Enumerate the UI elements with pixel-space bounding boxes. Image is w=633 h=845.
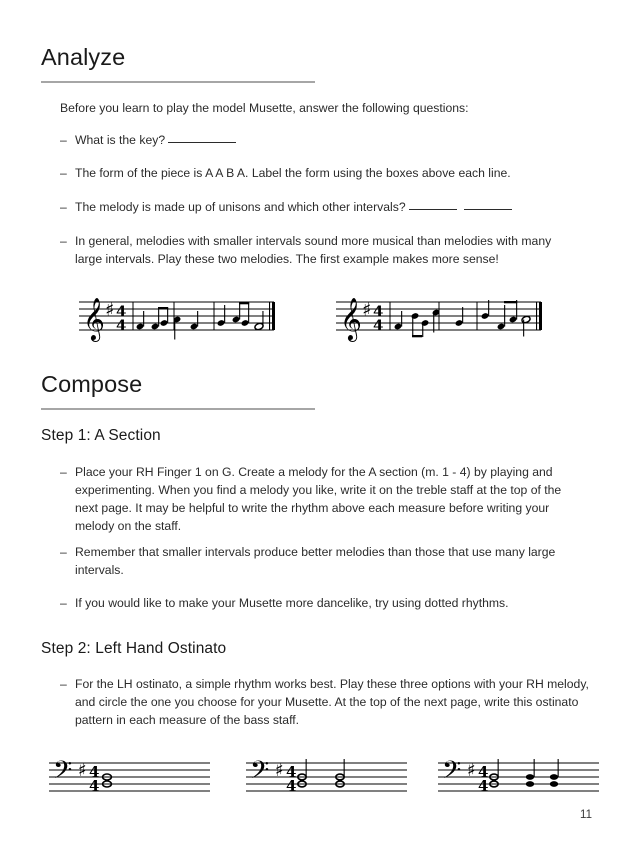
heading-rule — [41, 408, 315, 410]
bullet-dash: – — [60, 545, 67, 559]
page-number: 11 — [580, 809, 592, 821]
heading-rule — [41, 81, 315, 83]
svg-text:♯: ♯ — [362, 299, 372, 321]
svg-text:𝄢: 𝄢 — [250, 757, 270, 791]
list-item-form — [60, 165, 608, 183]
list-item-compare — [60, 233, 565, 269]
analyze-intro-text: Before you learn to play the model Musette, answer the following questions: — [60, 101, 469, 115]
section-heading-analyze — [41, 45, 315, 83]
svg-text:♯: ♯ — [105, 299, 115, 321]
answer-blank[interactable] — [168, 142, 236, 143]
list-item-step2-1 — [60, 676, 592, 730]
list-item-step1-2 — [60, 544, 560, 580]
svg-text:4: 4 — [373, 302, 384, 321]
bullet-dash: – — [60, 596, 67, 610]
svg-text:4: 4 — [478, 777, 489, 795]
list-item-key — [60, 132, 600, 150]
page-title: Analyze — [41, 44, 126, 70]
list-item-text: Remember that smaller intervals produce better melodies than those that use many large intervals. — [75, 545, 556, 577]
list-item-intervals — [60, 199, 608, 217]
list-item-text: The melody is made up of unisons and which other intervals? — [75, 199, 512, 217]
list-item-text: What is the key? — [75, 132, 236, 150]
svg-text:4: 4 — [478, 763, 489, 781]
music-staff-ostinato-2[interactable] — [245, 757, 415, 799]
svg-text:4: 4 — [89, 763, 100, 781]
bullet-dash: – — [60, 166, 67, 180]
bullet-dash: – — [60, 677, 67, 691]
bullet-dash: – — [60, 465, 67, 479]
bullet-dash: – — [60, 200, 67, 214]
svg-text:𝄞: 𝄞 — [340, 297, 362, 340]
section-title: Compose — [41, 371, 143, 397]
svg-text:4: 4 — [286, 777, 297, 795]
svg-text:♯: ♯ — [275, 760, 284, 781]
music-staff-melody-stepwise — [78, 296, 283, 352]
step-1-heading: Step 1: A Section — [41, 427, 161, 444]
svg-text:4: 4 — [89, 777, 100, 795]
list-item-step1-1 — [60, 464, 570, 536]
svg-text:𝄢: 𝄢 — [442, 757, 462, 791]
step-2-heading: Step 2: Left Hand Ostinato — [41, 640, 227, 657]
bullet-dash: – — [60, 234, 67, 248]
music-staff-ostinato-1[interactable] — [48, 757, 218, 799]
svg-text:4: 4 — [116, 316, 127, 335]
list-item-text: For the LH ostinato, a simple rhythm works best. Play these three options with your RH melody, and circle the one you choose for your Musette. At the top of the next page, write this ostinato pattern in each measure of the bass staff. — [75, 677, 589, 727]
svg-text:4: 4 — [373, 316, 384, 335]
list-item-text: If you would like to make your Musette more dancelike, try using dotted rhythms. — [75, 596, 509, 610]
svg-text:𝄢: 𝄢 — [53, 757, 73, 791]
svg-text:𝄞: 𝄞 — [83, 297, 105, 340]
music-staff-ostinato-3[interactable] — [437, 757, 607, 799]
section-heading-compose — [41, 372, 315, 410]
svg-text:♯: ♯ — [78, 760, 87, 781]
answer-blank[interactable] — [464, 209, 512, 210]
bullet-dash: – — [60, 133, 67, 147]
answer-blank[interactable] — [409, 209, 457, 210]
list-item-text: In general, melodies with smaller intervals sound more musical than melodies with many large intervals. Play these two melodies. The first example makes more sense! — [75, 234, 552, 266]
svg-text:4: 4 — [116, 302, 127, 321]
list-item-text: Place your RH Finger 1 on G. Create a melody for the A section (m. 1 - 4) by playing and experimenting. When you find a melody you like, write it on the treble staff at the top of the next page. It may be helpful to write the rhythm above each measure before writing your melody on the staff. — [75, 465, 562, 533]
svg-text:♯: ♯ — [467, 760, 476, 781]
list-item-text: The form of the piece is A A B A. Label the form using the boxes above each line. — [75, 166, 511, 180]
music-staff-melody-leaping — [335, 296, 550, 352]
svg-text:4: 4 — [286, 763, 297, 781]
list-item-step1-3 — [60, 595, 600, 613]
